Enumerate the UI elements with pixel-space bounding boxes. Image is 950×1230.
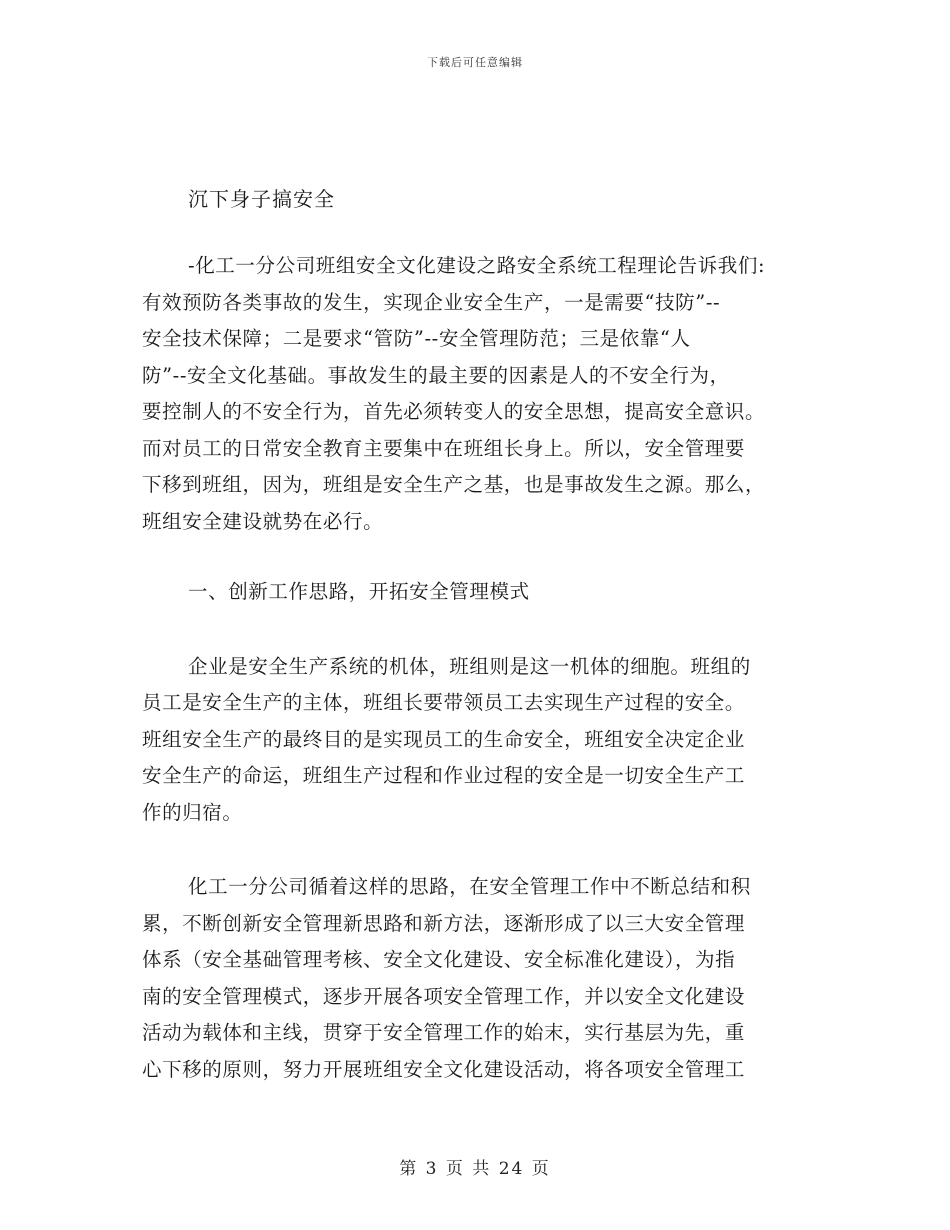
paragraph-line: 体系（安全基础管理考核、安全文化建设、安全标准化建设），为指 (142, 948, 736, 971)
spacer (142, 831, 822, 869)
paragraph-line: 班组安全生产的最终目的是实现员工的生命安全，班组安全决定企业 (142, 727, 746, 751)
paragraph-line: 作的归宿。 (142, 800, 243, 824)
paragraph-line: 累，不断创新安全管理新思路和新方法，逐渐形成了以三大安全管理 (142, 911, 746, 935)
paragraph-line: 南的安全管理模式，逐步开展各项安全管理工作，并以安全文化建设 (142, 984, 746, 1008)
paragraph-line: 下移到班组，因为，班组是安全生产之基，也是事故发生之源。那么， (142, 473, 766, 496)
paragraph-line: 企业是安全生产系统的机体，班组则是这一机体的细胞。班组的 (188, 654, 751, 678)
paragraph-line: 心下移的原则，努力开展班组安全文化建设活动，将各项安全管理工 (142, 1057, 746, 1081)
paragraph-line: 员工是安全生产的主体，班组长要带领员工去实现生产过程的安全。 (142, 691, 746, 714)
paragraph-line: 化工一分公司循着这样的思路，在安全管理工作中不断总结和积 (188, 875, 751, 898)
paragraph-line: 有效预防各类事故的发生，实现企业安全生产，一是需要“技防”-- (142, 290, 721, 314)
page-number: 第 3 页 共 24 页 (399, 1159, 551, 1179)
paragraph-line: 活动为载体和主线，贯穿于安全管理工作的始末，实行基层为先，重 (142, 1021, 746, 1044)
spacer (142, 611, 822, 649)
paragraph-team (142, 649, 822, 832)
paragraph-intro (142, 248, 822, 540)
paragraph-line: 而对员工的日常安全教育主要集中在班组长身上。所以，安全管理要 (142, 436, 746, 460)
document-body (142, 180, 822, 1088)
paragraph-line: 安全技术保障；二是要求“管防”--安全管理防范；三是依靠“人 (142, 327, 691, 350)
section-heading-text: 一、创新工作思路，开拓安全管理模式 (188, 580, 530, 603)
page-header: 下载后可任意编辑 (427, 56, 523, 69)
paragraph-line: 安全生产的命运，班组生产过程和作业过程的安全是一切安全生产工 (142, 764, 746, 787)
spacer (142, 540, 822, 574)
document-title: 沉下身子搞安全 (188, 187, 335, 211)
paragraph-line: -化工一分公司班组安全文化建设之路安全系统工程理论告诉我们: (188, 254, 766, 277)
paragraph-line: 班组安全建设就势在必行。 (142, 509, 384, 533)
paragraph-company (142, 869, 822, 1088)
spacer (142, 218, 822, 248)
paragraph-line: 防”--安全文化基础。事故发生的最主要的因素是人的不安全行为， (142, 363, 730, 387)
section-heading (142, 574, 822, 611)
paragraph-line: 要控制人的不安全行为，首先必须转变人的安全思想，提高安全意识。 (142, 400, 766, 423)
